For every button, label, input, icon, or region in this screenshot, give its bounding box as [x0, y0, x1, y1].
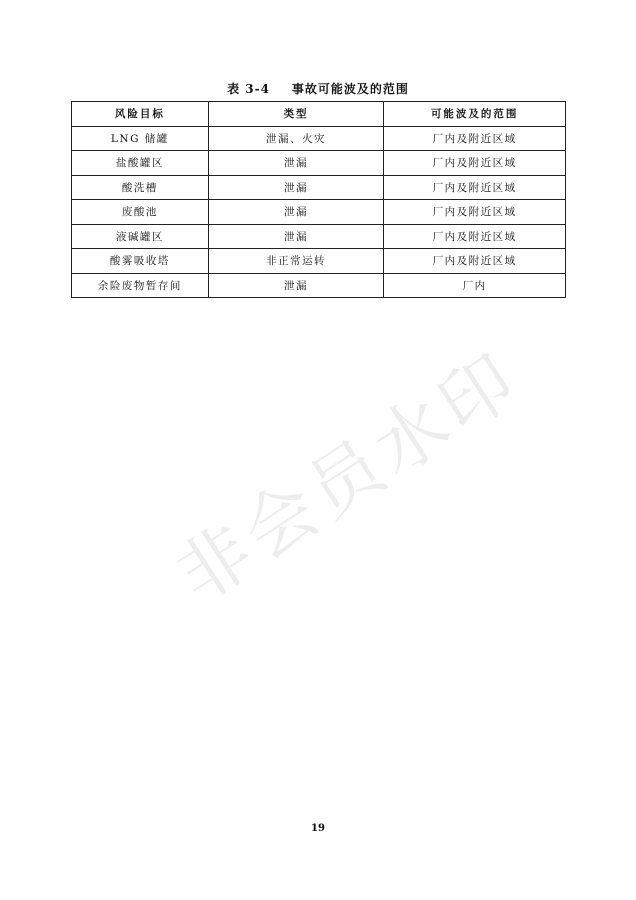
- table-row: [72, 249, 566, 274]
- cell-risk-target: 盐酸罐区: [72, 151, 209, 176]
- table-row: [72, 175, 566, 200]
- cell-type: 泄漏: [208, 224, 384, 249]
- cell-type: 泄漏: [208, 200, 384, 225]
- cell-affected-range: 厂内及附近区域: [384, 200, 566, 225]
- cell-risk-target: 液碱罐区: [72, 224, 209, 249]
- cell-risk-target: LNG 储罐: [72, 126, 209, 151]
- table-caption: [0, 80, 636, 97]
- cell-risk-target: 酸洗槽: [72, 175, 209, 200]
- table-number: 表 3-4: [227, 82, 270, 96]
- table-row: [72, 224, 566, 249]
- cell-affected-range: 厂内: [384, 273, 566, 298]
- risk-scope-table: [71, 101, 566, 298]
- table-row: [72, 126, 566, 151]
- cell-risk-target: 废酸池: [72, 200, 209, 225]
- cell-type: 泄漏: [208, 175, 384, 200]
- cell-type: 泄漏: [208, 151, 384, 176]
- cell-type: 泄漏、火灾: [208, 126, 384, 151]
- watermark: 非会员水印: [161, 335, 535, 619]
- table-title: 事故可能波及的范围: [291, 82, 409, 96]
- page-number: 19: [311, 823, 325, 834]
- cell-risk-target: 酸雾吸收塔: [72, 249, 209, 274]
- cell-affected-range: 厂内及附近区域: [384, 126, 566, 151]
- cell-type: 泄漏: [208, 273, 384, 298]
- cell-affected-range: 厂内及附近区域: [384, 224, 566, 249]
- cell-type: 非正常运转: [208, 249, 384, 274]
- cell-affected-range: 厂内及附近区域: [384, 249, 566, 274]
- cell-affected-range: 厂内及附近区域: [384, 151, 566, 176]
- column-header-affected-range: 可能波及的范围: [384, 102, 566, 127]
- column-header-type: 类型: [208, 102, 384, 127]
- table-header-row: [72, 102, 566, 127]
- column-header-risk-target: 风险目标: [72, 102, 209, 127]
- table-row: [72, 151, 566, 176]
- cell-risk-target: 余险废物暂存间: [72, 273, 209, 298]
- cell-affected-range: 厂内及附近区域: [384, 175, 566, 200]
- table-row: [72, 273, 566, 298]
- table-row: [72, 200, 566, 225]
